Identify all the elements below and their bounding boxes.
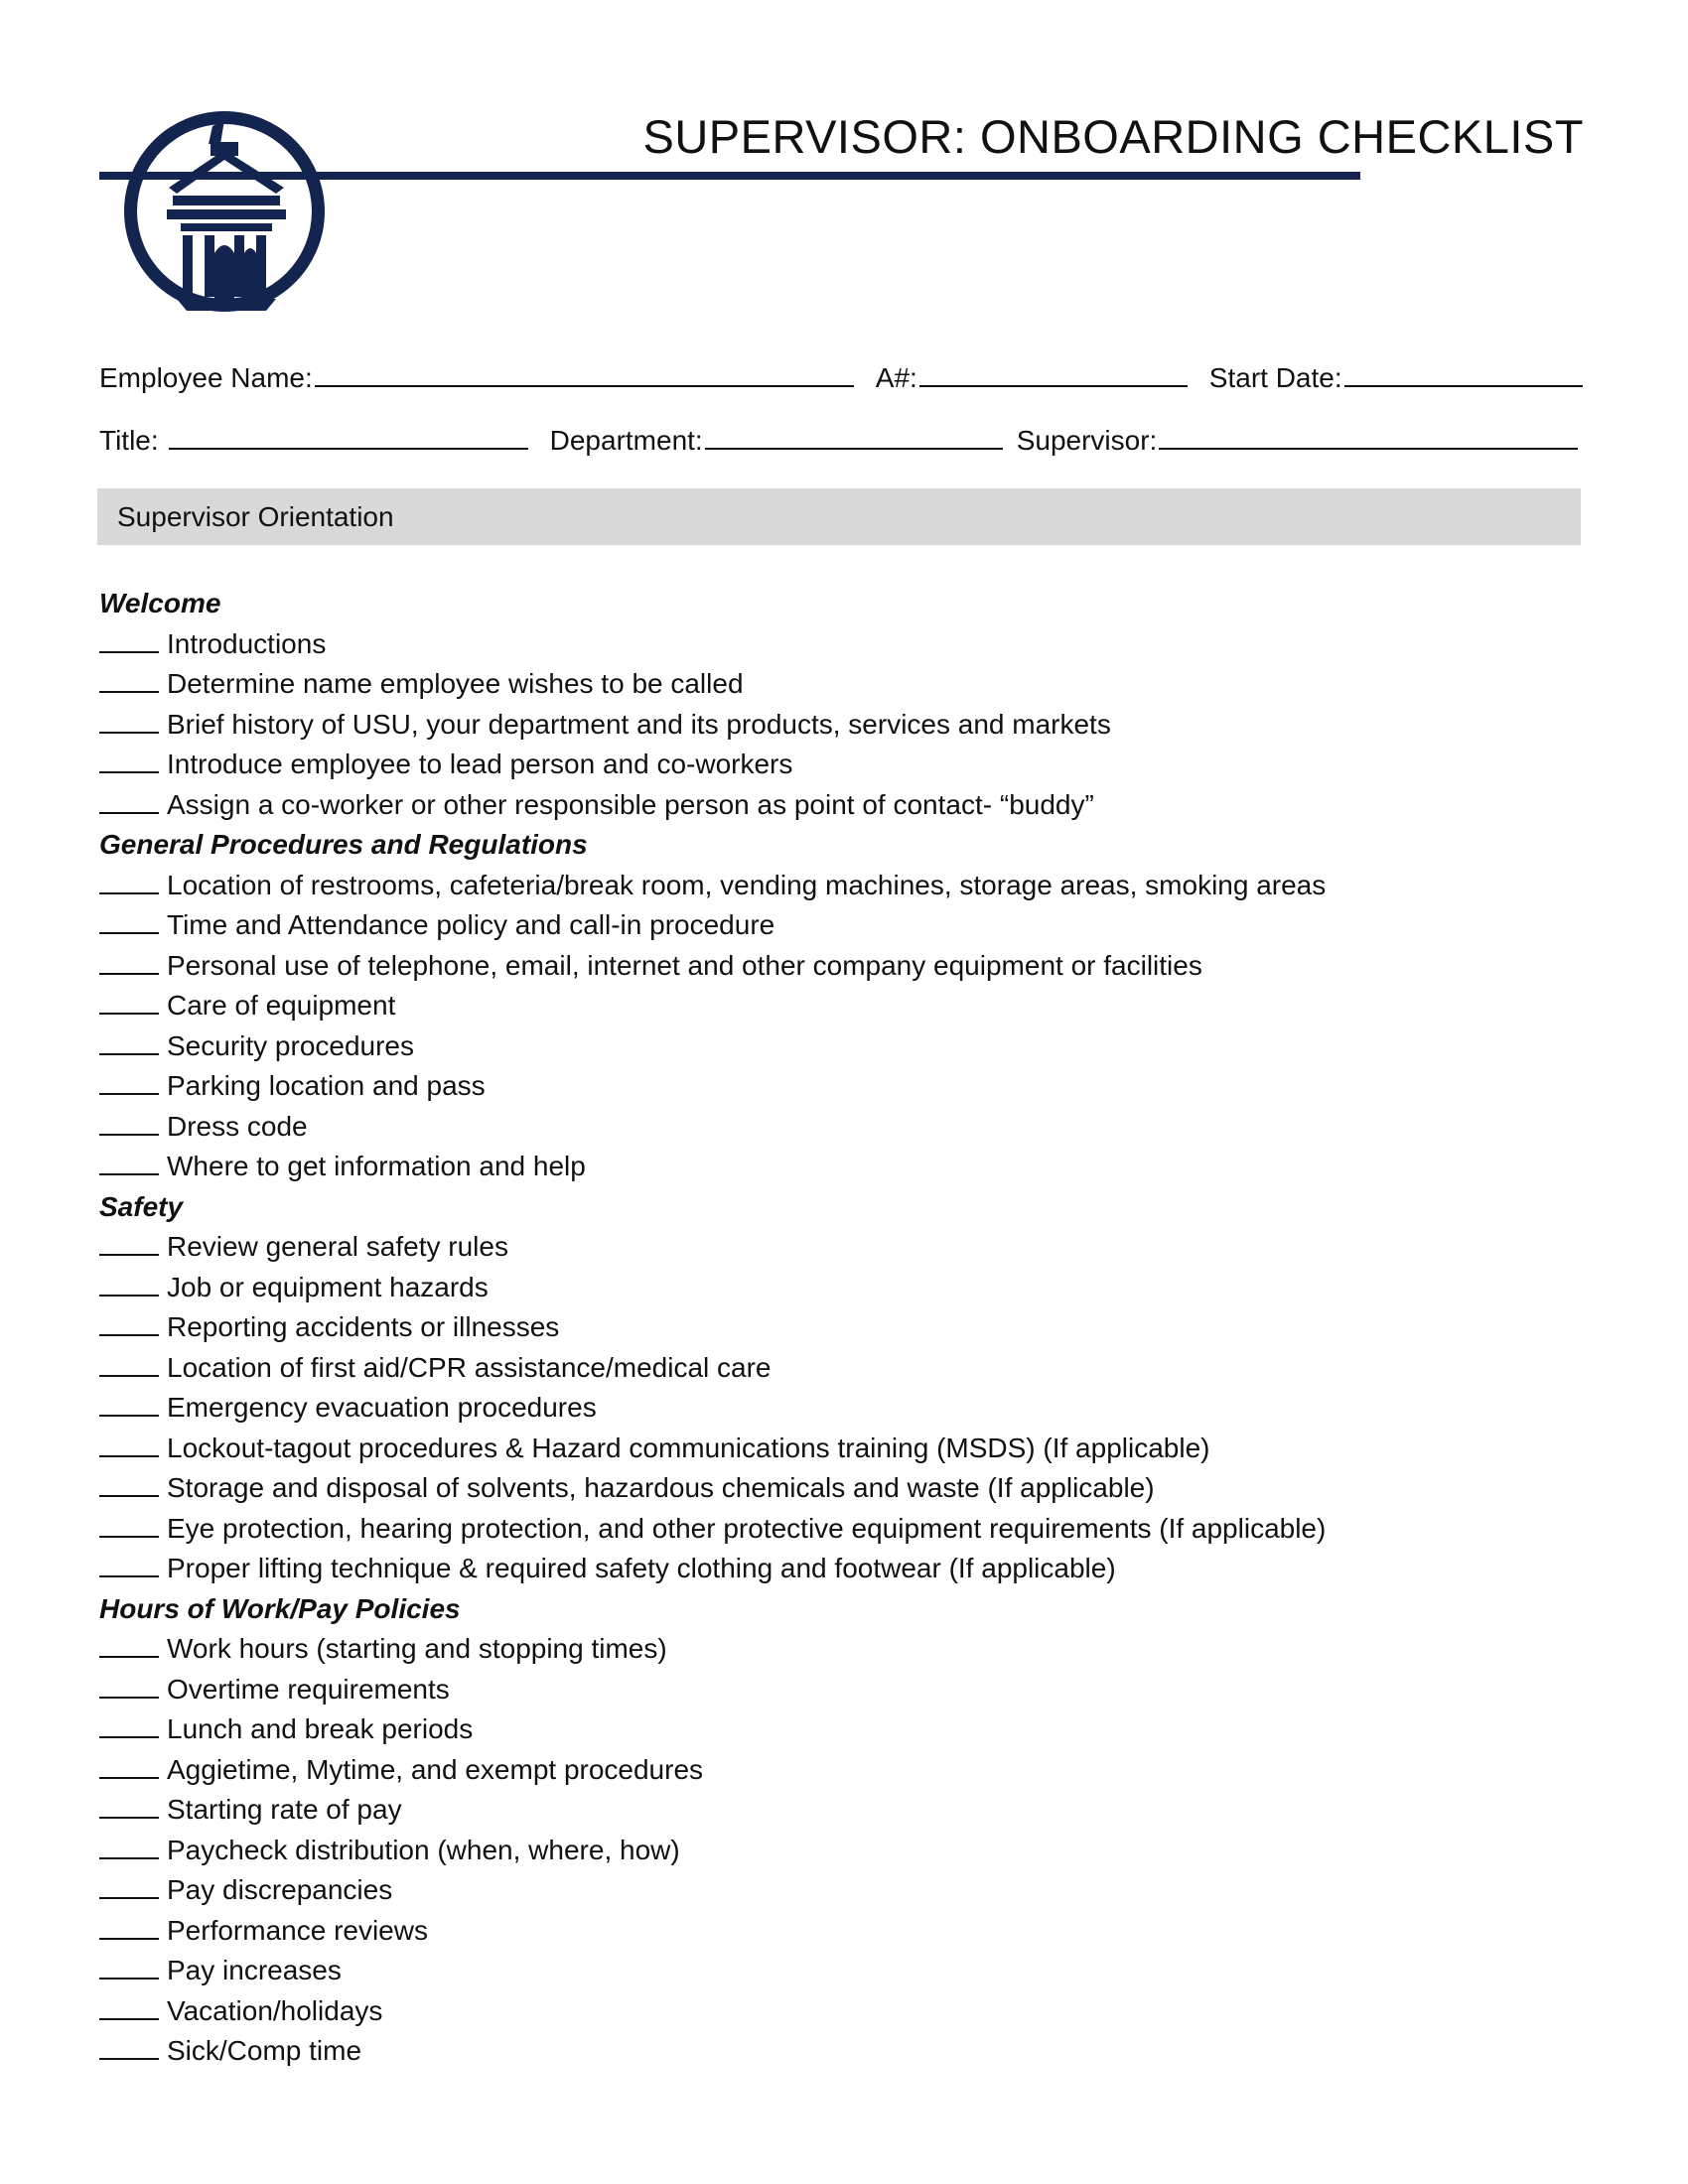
check-blank[interactable] xyxy=(99,987,159,1015)
supervisor-blank[interactable] xyxy=(1159,418,1578,450)
checklist-item-label: Personal use of telephone, email, internet and other company equipment or facilities xyxy=(167,949,1202,981)
check-blank[interactable] xyxy=(99,1228,159,1256)
checklist-item xyxy=(99,1268,1589,1308)
checklist-item-label: Where to get information and help xyxy=(167,1151,586,1181)
checklist-item-label: Determine name employee wishes to be called xyxy=(167,668,744,699)
check-blank[interactable] xyxy=(99,1871,159,1899)
start-date-field[interactable] xyxy=(1209,355,1583,393)
checklist-item-label: Location of restrooms, cafeteria/break room, vending machines, storage areas, smoking areas xyxy=(167,869,1327,900)
check-blank[interactable] xyxy=(99,906,159,934)
checklist-item-label: Starting rate of pay xyxy=(167,1794,402,1825)
checklist-item-label: Emergency evacuation procedures xyxy=(167,1392,597,1423)
supervisor-field[interactable] xyxy=(1017,418,1579,456)
title-blank[interactable] xyxy=(169,418,528,450)
checklist-item-label: Proper lifting technique & required safety clothing and footwear (If applicable) xyxy=(167,1553,1116,1583)
checklist-item-label: Pay increases xyxy=(167,1955,342,1985)
employee-name-field[interactable] xyxy=(99,355,854,393)
checklist-item-label: Sick/Comp time xyxy=(167,2035,362,2066)
department-field[interactable] xyxy=(550,418,1003,456)
checklist-item xyxy=(99,1348,1589,1389)
checklist-item-label: Performance reviews xyxy=(167,1914,428,1946)
check-blank[interactable] xyxy=(99,1952,159,1979)
check-blank[interactable] xyxy=(99,1710,159,1738)
section-header: Supervisor Orientation xyxy=(97,488,1581,545)
checklist-item xyxy=(99,1750,1589,1791)
start-date-label: Start Date: xyxy=(1208,362,1342,393)
check-blank[interactable] xyxy=(99,1067,159,1095)
start-date-blank[interactable] xyxy=(1344,355,1583,387)
check-blank[interactable] xyxy=(99,1791,159,1819)
checklist-item xyxy=(99,986,1589,1026)
field-row-1 xyxy=(99,355,1589,393)
checklist-item-label: Work hours (starting and stopping times) xyxy=(167,1633,667,1664)
checklist-item xyxy=(99,1991,1589,2032)
checklist-item-label: Job or equipment hazards xyxy=(167,1271,489,1302)
header-rule xyxy=(99,172,1360,180)
checklist-item-label: Vacation/holidays xyxy=(167,1994,383,2026)
check-blank[interactable] xyxy=(99,1148,159,1175)
checklist-item-label: Reporting accidents or illnesses xyxy=(167,1311,560,1342)
department-blank[interactable] xyxy=(705,418,1003,450)
check-blank[interactable] xyxy=(99,1269,159,1297)
check-blank[interactable] xyxy=(99,1349,159,1377)
check-blank[interactable] xyxy=(99,867,159,894)
title-field[interactable] xyxy=(99,418,528,456)
group-title: Safety xyxy=(99,1190,184,1222)
check-blank[interactable] xyxy=(99,786,159,814)
checklist-item xyxy=(99,745,1589,785)
checklist-item-label: Security procedures xyxy=(167,1029,415,1061)
group-title: General Procedures and Regulations xyxy=(99,829,588,860)
checklist-item-label: Introduce employee to lead person and co-workers xyxy=(167,749,793,779)
checklist-item xyxy=(99,1307,1589,1348)
checklist-item xyxy=(99,1429,1589,1469)
group-title: Welcome xyxy=(99,588,221,618)
check-blank[interactable] xyxy=(99,1671,159,1699)
checklist-item xyxy=(99,946,1589,987)
checklist-item xyxy=(99,1066,1589,1107)
checklist-item xyxy=(99,1870,1589,1911)
check-blank[interactable] xyxy=(99,706,159,734)
checklist-item xyxy=(99,1107,1589,1148)
checklist-item xyxy=(99,1388,1589,1429)
check-blank[interactable] xyxy=(99,1308,159,1336)
checklist-item xyxy=(99,1790,1589,1831)
checklist-item xyxy=(99,2031,1589,2072)
check-blank[interactable] xyxy=(99,1510,159,1538)
a-number-label: A#: xyxy=(875,362,917,393)
check-blank[interactable] xyxy=(99,2032,159,2060)
checklist-item-label: Aggietime, Mytime, and exempt procedures xyxy=(167,1753,704,1785)
checklist-item-label: Pay discrepancies xyxy=(167,1874,393,1905)
checklist-item xyxy=(99,785,1589,826)
employee-name-blank[interactable] xyxy=(315,355,854,387)
checklist-item-label: Dress code xyxy=(167,1110,308,1142)
checklist-item-label: Location of first aid/CPR assistance/medical care xyxy=(167,1351,772,1383)
university-tower-logo-icon xyxy=(117,104,332,319)
title-label: Title: xyxy=(99,425,159,456)
checklist-item-label: Paycheck distribution (when, where, how) xyxy=(167,1834,680,1865)
checklist-item-label: Brief history of USU, your department and its products, services and markets xyxy=(167,708,1111,740)
checklist-item xyxy=(99,1951,1589,1991)
checklist-item xyxy=(99,1468,1589,1509)
checklist-item xyxy=(99,1147,1589,1187)
checklist-item-label: Overtime requirements xyxy=(167,1673,450,1705)
check-blank[interactable] xyxy=(99,1430,159,1457)
checklist-item xyxy=(99,1549,1589,1589)
field-row-2 xyxy=(99,418,1589,456)
checklist-item xyxy=(99,866,1589,906)
checklist-item-label: Introductions xyxy=(167,627,327,659)
checklist-item-label: Eye protection, hearing protection, and other protective equipment requirements (If applicable) xyxy=(167,1512,1327,1544)
check-blank[interactable] xyxy=(99,1912,159,1940)
checklist-item-label: Parking location and pass xyxy=(167,1070,486,1101)
check-blank[interactable] xyxy=(99,1751,159,1779)
checklist-item-label: Time and Attendance policy and call-in procedure xyxy=(167,909,775,940)
group-title: Hours of Work/Pay Policies xyxy=(99,1592,461,1624)
checklist xyxy=(99,584,1589,2072)
check-blank[interactable] xyxy=(99,947,159,975)
checklist-item xyxy=(99,1629,1589,1670)
supervisor-label: Supervisor: xyxy=(1016,425,1158,456)
check-blank[interactable] xyxy=(99,1992,159,2020)
checklist-item-label: Assign a co-worker or other responsible person as point of contact- “buddy” xyxy=(167,788,1094,820)
checklist-item xyxy=(99,1026,1589,1067)
check-blank[interactable] xyxy=(99,1630,159,1658)
checklist-item xyxy=(99,1911,1589,1952)
checklist-item-label: Lunch and break periods xyxy=(167,1713,474,1744)
checklist-item xyxy=(99,1709,1589,1750)
checklist-item-label: Storage and disposal of solvents, hazardous chemicals and waste (If applicable) xyxy=(167,1472,1155,1503)
checklist-item xyxy=(99,624,1589,665)
check-blank[interactable] xyxy=(99,1108,159,1136)
checklist-item xyxy=(99,664,1589,705)
employee-name-label: Employee Name: xyxy=(99,362,313,393)
check-blank[interactable] xyxy=(99,1469,159,1497)
check-blank[interactable] xyxy=(99,1027,159,1055)
checklist-item xyxy=(99,705,1589,746)
department-label: Department: xyxy=(549,425,703,456)
checklist-item xyxy=(99,1509,1589,1550)
a-number-blank[interactable] xyxy=(919,355,1188,387)
check-blank[interactable] xyxy=(99,625,159,653)
check-blank[interactable] xyxy=(99,1832,159,1859)
employee-info-fields xyxy=(99,355,1589,480)
checklist-item xyxy=(99,1227,1589,1268)
check-blank[interactable] xyxy=(99,746,159,773)
check-blank[interactable] xyxy=(99,1389,159,1417)
checklist-item-label: Care of equipment xyxy=(167,990,396,1021)
checklist-item-label: Lockout-tagout procedures & Hazard communications training (MSDS) (If applicable) xyxy=(167,1432,1210,1463)
a-number-field[interactable] xyxy=(876,355,1188,393)
checklist-item xyxy=(99,1831,1589,1871)
check-blank[interactable] xyxy=(99,665,159,693)
checklist-item-label: Review general safety rules xyxy=(167,1231,508,1262)
page-title: SUPERVISOR: ONBOARDING CHECKLIST xyxy=(642,110,1584,163)
checklist-item xyxy=(99,905,1589,946)
checklist-item xyxy=(99,1670,1589,1710)
check-blank[interactable] xyxy=(99,1550,159,1577)
